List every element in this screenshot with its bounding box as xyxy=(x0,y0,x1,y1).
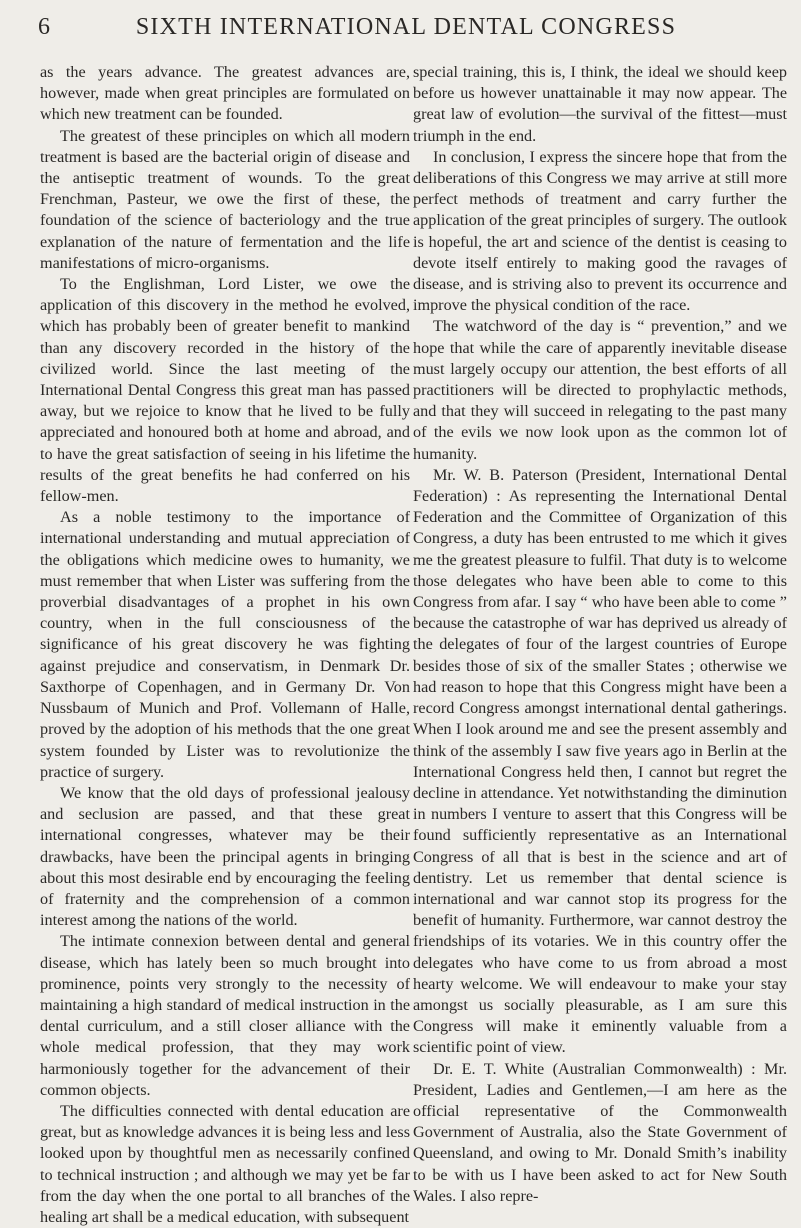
paragraph: The intimate connexion between dental and general disease, which has lately been so much brought into prominence, points very strongly to the necessity of maintaining a high standard of medical instruction in the dental curriculum, and a still closer alliance with the whole medical profession, that they may work harmoniously together for the advancement of their common objects. xyxy=(40,932,410,1099)
left-column xyxy=(40,62,410,1228)
right-column xyxy=(413,62,787,1207)
page-number: 6 xyxy=(38,14,50,40)
page-header xyxy=(26,10,786,50)
paragraph: As a noble testimony to the importance of international understanding and mutual appreciation of the obligations which medicine owes to humanity, we must remember that when Lister was suffering from the proverbial disadvantages of a prophet in his own country, when in the full consciousness of the significance of his great discovery he was fighting against prejudice and conservatism, in Denmark Dr. Saxthorpe of Copenhagen, and in Germany Dr. Von Nussbaum of Munich and Prof. Vollemann of Halle, proved by the adoption of his methods that the one great system founded by Lister was to revolutionize the practice of surgery. xyxy=(40,508,410,781)
paragraph: The difficulties connected with dental education are great, but as knowledge advances it is being less and less looked upon by thoughtful men as necessarily confined to technical instruction ; and although we may yet be far from the day when the one portal to all branches of the healing art shall be a medical education, with subsequent xyxy=(40,1101,410,1226)
paragraph: In conclusion, I express the sincere hope that from the deliberations of this Congress we may arrive at still more perfect methods of treatment and carry further the application of the great principles of surgery. The outlook is hopeful, the art and science of the dentist is ceasing to devote itself entirely to making good the ravages of disease, and is striving also to prevent its occurrence and improve the physical condition of the race. xyxy=(413,147,787,315)
paragraph: The greatest of these principles on which all modern treatment is based are the bacterial origin of disease and the antiseptic treatment of wounds. To the great Frenchman, Pasteur, we owe the first of these, the foundation of the science of bacteriology and the true explanation of the nature of fermentation and the life manifestations of micro-organisms. xyxy=(40,126,410,272)
paragraph: We know that the old days of professional jealousy and seclusion are passed, and that these great international congresses, whatever may be their drawbacks, have been the principal agents in bringing about this most desirable end by encouraging the feeling of fraternity and the comprehension of a common interest among the nations of the world. xyxy=(40,783,410,930)
paragraph: To the Englishman, Lord Lister, we owe the application of this discovery in the method he evolved, which has probably been of greater benefit to mankind than any discovery recorded in the history of the civilized world. Since the last meeting of the International Dental Congress this great man has passed away, but we rejoice to know that he lived to be fully appreciated and honoured both at home and abroad, and to have the great satisfaction of seeing in his lifetime the results of the great benefits he had conferred on his fellow-men. xyxy=(40,275,410,506)
paragraph: Mr. W. B. Paterson (President, International Dental Federation) : As representing the International Dental Federation and the Committee of Organization of this Congress, a duty has been entrusted to me which it gives me the greatest pleasure to fulfil. That duty is to welcome those delegates who have been able to come to this Congress from afar. I say “ who have been able to come ” because the catastrophe of war has deprived us already of the delegates of four of the largest countries of Europe besides those of six of the smaller States ; otherwise we had reason to hope that this Congress might have been a record Congress amongst international dental gatherings. When I look around me and see the present assembly and think of the assembly I saw five years ago in Berlin at the International Congress held then, I cannot but regret the decline in attendance. Yet notwithstanding the diminution in numbers I venture to assert that this Congress will be found sufficiently representative as an International Congress of all that is best in the science and art of dentistry. Let us remember that dental science is international and war cannot stop its progress for the benefit of humanity. Furthermore, war cannot destroy the friendships of its votaries. We in this country offer the delegates who have come to us from abroad a most hearty welcome. We will endeavour to make your stay amongst us socially pleasurable, as I am sure this Congress will make it eminently valuable from a scientific point of view. xyxy=(413,465,787,1057)
paragraph: The watchword of the day is “ prevention,” and we hope that while the care of apparently inevitable disease must largely occupy our attention, the best efforts of all practitioners will be directed to prophylactic methods, and that they will succeed in relegating to the past many of the evils we now look upon as the common lot of humanity. xyxy=(413,317,787,463)
paragraph: Dr. E. T. White (Australian Commonwealth) : Mr. President, Ladies and Gentlemen,—I am here as the official representative of the Commonwealth Government of Australia, also the State Government of Queensland, and owing to Mr. Donald Smith’s inability to be with us I have been asked to act for New South Wales. I also repre- xyxy=(413,1059,787,1205)
paragraph: special training, this is, I think, the ideal we should keep before us however unattainable it may now appear. The great law of evolution—the survival of the fittest—must triumph in the end. xyxy=(413,63,787,145)
paragraph: as the years advance. The greatest advances are, however, made when great principles are formulated on which new treatment can be founded. xyxy=(40,63,410,124)
running-title: SIXTH INTERNATIONAL DENTAL CONGRESS xyxy=(135,14,677,40)
